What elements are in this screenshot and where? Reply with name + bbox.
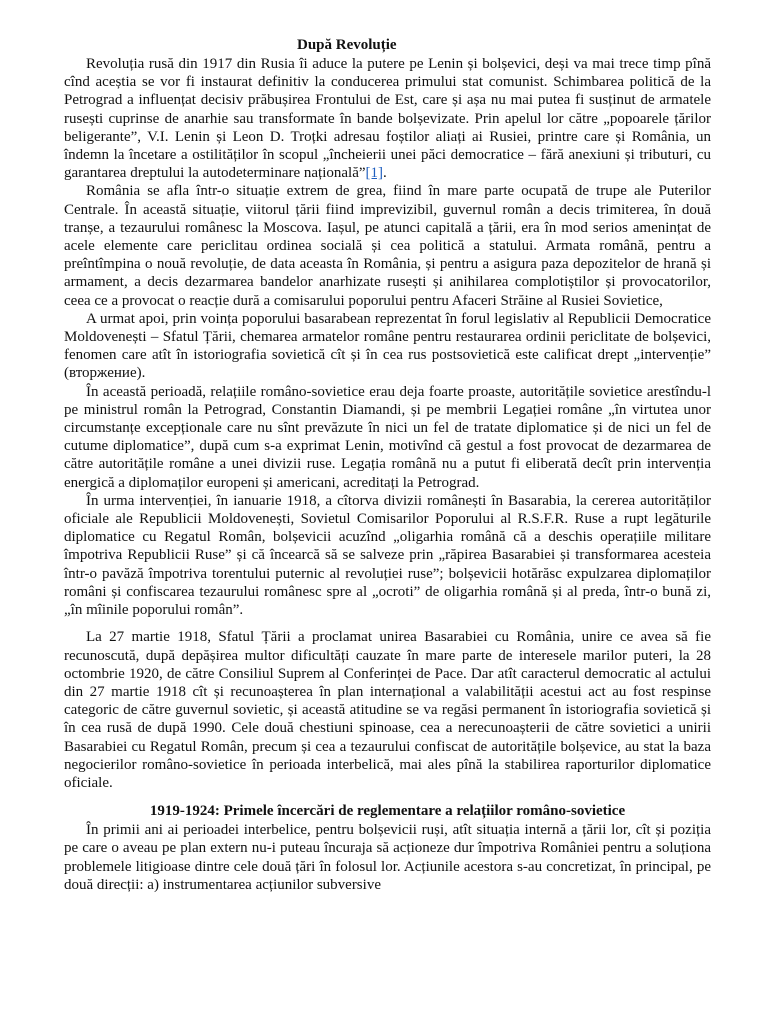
paragraph-5: În urma intervenției, în ianuarie 1918, a cîtorva divizii românești în Basarabia, la cererea autorităților oficiale ale Republicii Moldovenești, Sovietul Comisarilor Poporului al R.S.F.R. Ruse a rupt legăturile diplomatice cu Regatul Român, bolșevicii acuzînd „oligarhia română că a deschis operațiile militare împotriva Republicii Ruse” și că încearcă să se salveze prin „răpirea Basarabiei și transformarea acesteia într-o pavăză împotriva torentului puternic al revoluției ruse”; bolșevicii hotărăsc expulzarea diplomaților români și confiscarea tezaurului românesc spre al „ocroti” de oligarhia română și al preda, într-o bună zi, „în mîinile poporului român”. xyxy=(64,492,711,619)
section-subtitle: 1919-1924: Primele încercări de reglementare a relațiilor româno-sovietice xyxy=(149,803,626,820)
document-title: După Revoluție xyxy=(297,37,397,53)
paragraph-4: În această perioadă, relațiile româno-sovietice erau deja foarte proaste, autoritățile sovietice arestîndu-l pe ministrul român la Petrograd, Constantin Diamandi, și pe membrii Legației române „în virtutea unor circumstanțe excepționale care nu sînt prevăzute în nici un fel de tratate diplomatice și de nici un fel de cutume diplomatice”, după cum s-a exprimat Lenin, motivînd că gestul a fost provocat de dezarmarea de către autoritățile române a unei divizii ruse. Legația română nu a putut fi eliberată decît prin intervenția energică a diplomaților europeni și americani, acreditați la Petrograd. xyxy=(64,383,711,491)
footnote-link-1[interactable]: [1] xyxy=(365,165,384,182)
paragraph-7: În primii ani ai perioadei interbelice, pentru bolșevicii ruși, atît situația internă a țării lor, cît și poziția pe care o aveau pe plan extern nu-i puteau încuraja să acționeze dur împotriva României pentru a soluționa problemele litigioase dintre cele două țări în folosul lor. Acțiunile acestora s-au concretizat, în principal, pe două direcții: a) instrumentarea acțiunilor subversive xyxy=(64,822,711,893)
paragraph-1-text: Revoluția rusă din 1917 din Rusia îi aduce la putere pe Lenin și bolșevici, deși va mai trece timp pînă cînd aceștia se vor fi instaurat definitiv la conducerea primului stat comunist. Schimbarea politică de la Petrograd a influențat decisiv prăbușirea Frontului de Est, care și așa nu mai putea fi susținut de armatele rusești cuprinse de anarhie sau transformate în bande bolșevizate. Prin apelul lor către „popoarele țărilor beligerante”, V.I. Lenin și Leon D. Troțki adresau foștilor aliați ai Rusiei, printre care și România, un îndemn la încetare a ostilităților în scopul „încheierii unei păci democratice – fără anexiuni și tributuri, cu garantarea dreptului la autodeterminare națională” xyxy=(64,56,711,182)
paragraph-2: România se afla într-o situație extrem de grea, fiind în mare parte ocupată de trupe ale Puterilor Centrale. În această situație, viitorul țării fiind imprevizibil, guvernul român a decis trimiterea, în două tranșe, a tezaurului românesc la Moscova. Iașul, pe atunci capitală a țării, era în mod serios amenințat de acele elemente care periclitau ordinea socială și cea politică a statului. Armata română, pentru a preîntîmpina o nouă revoluție, de data aceasta în România, și pentru a asigura paza depozitelor de hrană și armament, a decis dezarmarea bandelor anarhizate rusești și anihilarea complotiștilor și provocatorilor, ceea ce a provocat o reacție dură a comisarului poporului pentru Afaceri Străine al Rusiei Sovietice, xyxy=(64,183,711,309)
paragraph-1 xyxy=(64,55,711,182)
paragraph-3: A urmat apoi, prin voința poporului basarabean reprezentat în forul legislativ al Republicii Democratice Moldovenești – Sfatul Țării, chemarea armatelor române pentru restaurarea ordinii periclitate de bolșevici, fenomen care atît în istoriografia sovietică cît și în cea rus postsovietică este calificat drept „intervenție” (вторжение). xyxy=(64,310,711,382)
paragraph-1-end: . xyxy=(383,165,387,182)
paragraph-6: La 27 martie 1918, Sfatul Țării a proclamat unirea Basarabiei cu România, unire ce avea să fie recunoscută, după depășirea multor dificultăți cauzate în mare parte de interesele marilor puteri, la 28 octombrie 1920, de către Consiliul Suprem al Conferinței de Pace. Dar atît caracterul democratic al actului din 27 martie 1918 cît și recunoașterea în plan internațional a valabilității acestui act au fost respinse categoric de către guvernul sovietic, și această atitudine se va regăsi permanent în istoriografia sovietică și în cea rusă de după 1990. Cele două chestiuni spinoase, cea a nerecunoașterii de către sovietici a unirii Basarabiei cu Regatul Român, precum și cea a tezaurului confiscat de autoritățile bolșevice, au stat la baza negocierilor româno-sovietice în perioada interbelică, mai ales pînă la stabilirea raporturilor diplomatice oficiale. xyxy=(64,629,711,791)
